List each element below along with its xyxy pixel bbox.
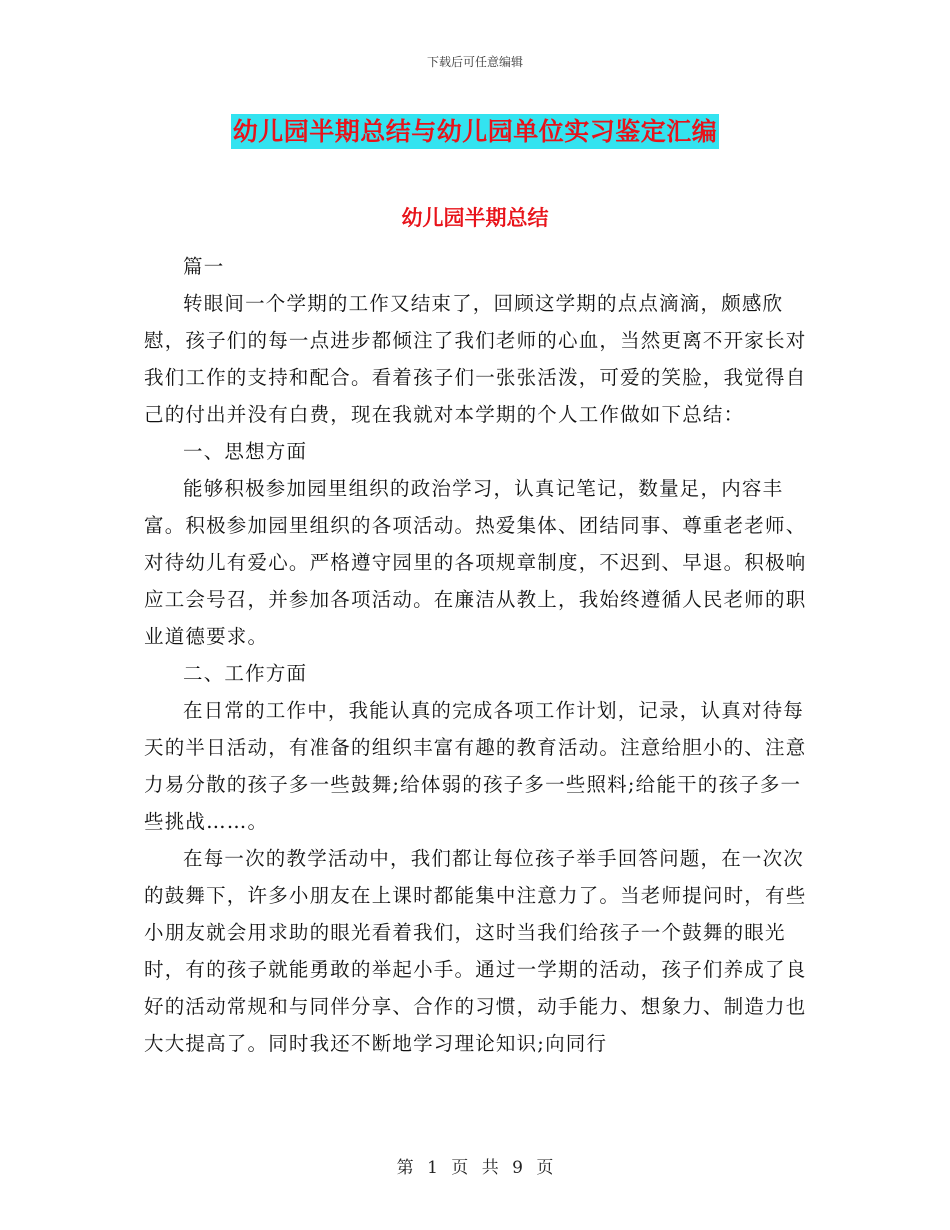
- body-text: [144, 248, 808, 1062]
- section-heading: 二、工作方面: [183, 662, 308, 685]
- paragraph: 能够积极参加园里组织的政治学习，认真记笔记，数量足，内容丰富。积极参加园里组织的各项活动。热爱集体、团结同事、尊重老老师、对待幼儿有爱心。严格遵守园里的各项规章制度，不迟到、早退。积极响应工会号召，并参加各项活动。在廉洁从教上，我始终遵循人民老师的职业道德要求。: [144, 477, 807, 648]
- paragraph-label: 篇一: [183, 255, 225, 278]
- paragraph: 转眼间一个学期的工作又结束了，回顾这学期的点点滴滴，颇感欣慰，孩子们的每一点进步都倾注了我们老师的心血，当然更离不开家长对我们工作的支持和配合。看着孩子们一张张活泼，可爱的笑脸，我觉得自己的付出并没有白费，现在我就对本学期的个人工作做如下总结：: [144, 292, 807, 426]
- section-heading: 一、思想方面: [183, 440, 308, 463]
- paragraph: 在日常的工作中，我能认真的完成各项工作计划，记录，认真对待每天的半日活动，有准备的组织丰富有趣的教育活动。注意给胆小的、注意力易分散的孩子多一些鼓舞;给体弱的孩子多一些照料;给能干的孩子多一些挑战……。: [144, 699, 807, 833]
- document-title-text: 幼儿园半期总结与幼儿园单位实习鉴定汇编: [231, 114, 720, 149]
- paragraph: 在每一次的教学活动中，我们都让每位孩子举手回答问题，在一次次的鼓舞下，许多小朋友在上课时都能集中注意力了。当老师提问时，有些小朋友就会用求助的眼光看着我们，这时当我们给孩子一个鼓舞的眼光时，有的孩子就能勇敢的举起小手。通过一学期的活动，孩子们养成了良好的活动常规和与同伴分享、合作的习惯，动手能力、想象力、制造力也大大提高了。同时我还不断地学习理论知识;向同行: [144, 847, 807, 1055]
- page-footer: 第 1 页 共 9 页: [396, 1158, 554, 1178]
- header-note: 下载后可任意编辑: [426, 55, 523, 69]
- document-title: [0, 112, 950, 148]
- section-title: 幼儿园半期总结: [401, 205, 549, 230]
